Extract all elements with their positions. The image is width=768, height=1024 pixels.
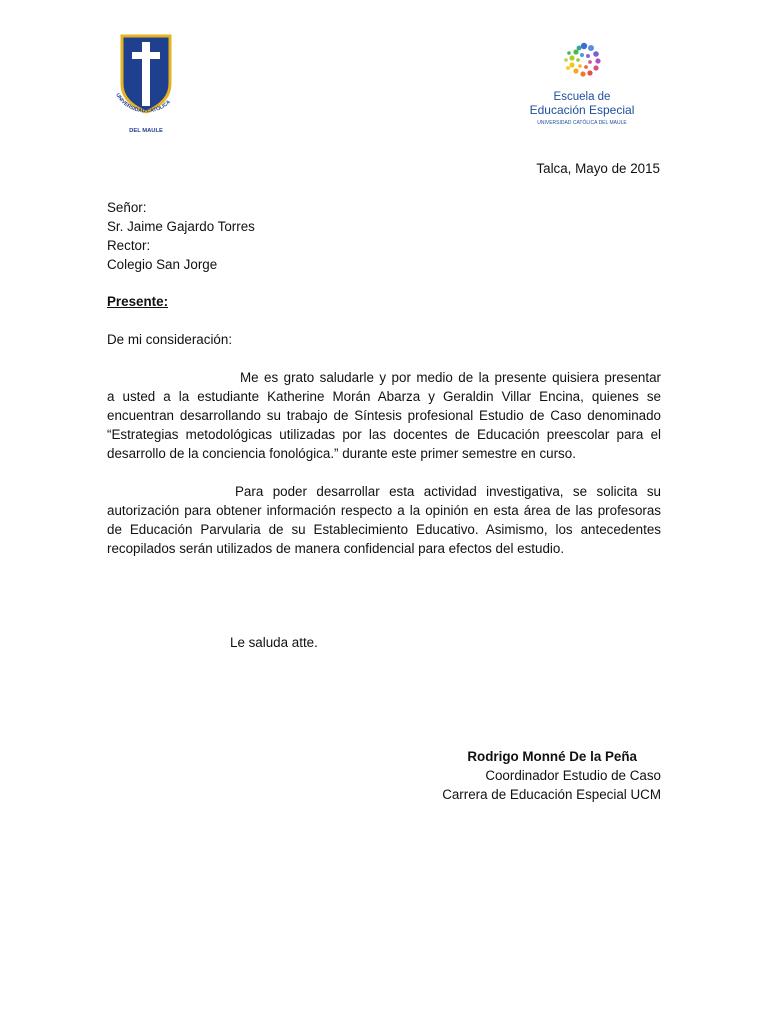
recipient-block xyxy=(107,198,467,274)
university-logo xyxy=(104,32,188,136)
recipient-line: Colegio San Jorge xyxy=(107,257,218,272)
signature-program: Carrera de Educación Especial UCM xyxy=(442,787,661,802)
university-logo-sub: DEL MAULE xyxy=(129,128,163,134)
letter-date: Talca, Mayo de 2015 xyxy=(536,161,660,176)
shield-cross-icon xyxy=(104,32,188,136)
signature-title: Coordinador Estudio de Caso xyxy=(485,768,661,783)
paragraph-line: Para poder desarrollar esta actividad investigativa, se solicita su xyxy=(235,484,661,499)
school-logo xyxy=(524,38,644,130)
signature-block xyxy=(380,747,661,804)
paragraph-2 xyxy=(107,482,661,558)
closing-line: Le saluda atte. xyxy=(230,635,318,650)
recipient-line: Señor: xyxy=(107,200,147,215)
school-logo-line3: UNIVERSIDAD CATÓLICA DEL MAULE xyxy=(537,120,627,126)
paragraph-line: recopilados serán utilizados de manera confidencial para efectos del estudio. xyxy=(107,541,565,556)
paragraph-line: a usted a la estudiante Katherine Morán Abarza y Geraldin Villar Encina, quienes se xyxy=(107,389,661,404)
paragraph-line: desarrollo de la conciencia fonológica.” durante este primer semestre en curso. xyxy=(107,446,576,461)
recipient-line: Rector: xyxy=(107,238,151,253)
dots-swirl-icon xyxy=(524,38,644,130)
signature-name: Rodrigo Monné De la Peña xyxy=(467,749,637,764)
paragraph-line: “Estrategias metodológicas utilizadas por las docentes de Educación preescolar para el xyxy=(107,427,661,442)
paragraph-line: de Educación Parvularia de su Establecimiento Educativo. Asimismo, los antecedentes xyxy=(107,522,661,537)
presente-heading: Presente: xyxy=(107,294,169,309)
school-logo-line2: Educación Especial xyxy=(529,103,635,117)
recipient-line: Sr. Jaime Gajardo Torres xyxy=(107,219,255,234)
paragraph-line: Me es grato saludarle y por medio de la presente quisiera presentar xyxy=(240,370,661,385)
university-logo-name: UNIVERSIDAD CATÓLICA xyxy=(114,92,172,115)
school-logo-line1: Escuela de xyxy=(553,91,611,103)
paragraph-1 xyxy=(107,368,661,463)
greeting: De mi consideración: xyxy=(107,332,233,347)
paragraph-line: autorización para obtener información respecto a la opinión en esta área de las profesoras xyxy=(107,503,661,518)
paragraph-line: encuentran desarrollando su trabajo de Síntesis profesional Estudio de Caso denominado xyxy=(107,408,661,423)
